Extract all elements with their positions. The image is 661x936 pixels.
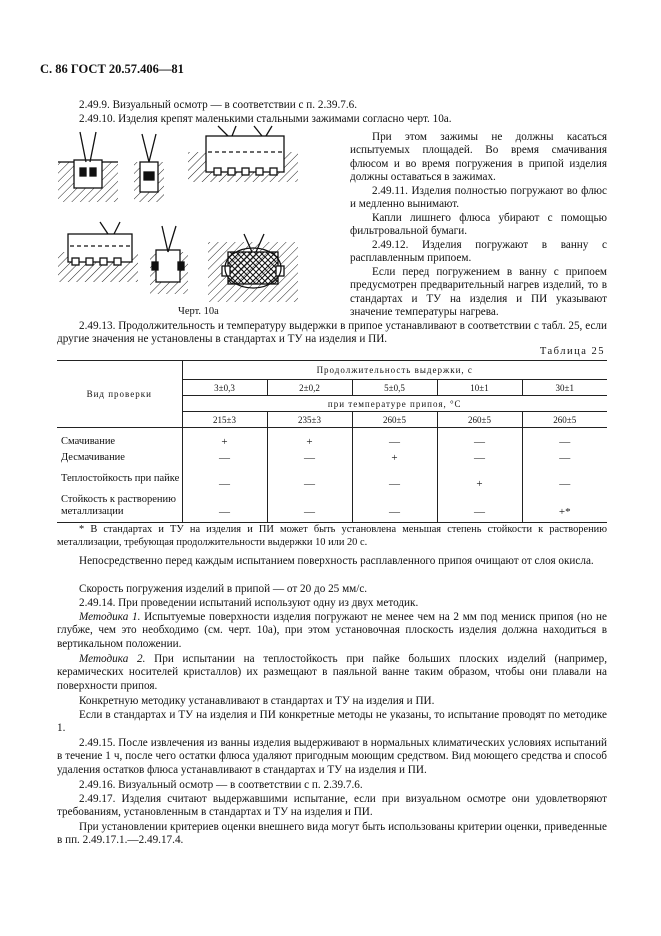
paragraph-2-49-16: 2.49.16. Визуальный осмотр — в соответствии с п. 2.39.7.6.	[79, 779, 363, 791]
table-cell: —	[267, 450, 352, 466]
clamp-drawing-6	[208, 234, 298, 302]
table-cell: —	[437, 492, 522, 522]
table-duration: 3±0,3	[182, 380, 267, 396]
paragraph-2-49-11: 2.49.11. Изделия полностью погружают во флюс и медленно вынимают.	[350, 185, 607, 211]
clamp-drawing-2	[134, 134, 164, 202]
table-cell: —	[522, 450, 607, 466]
table-duration: 10±1	[437, 380, 522, 396]
table-row	[57, 492, 607, 522]
paragraph-2-49-13: 2.49.13. Продолжительность и температуру выдержки в припое устанавливают в соответствии с табл. 25, если другие значения не установлены в стандартах и ТУ на изделия и ПИ.	[57, 320, 607, 346]
table-label: Таблица 25	[539, 346, 605, 357]
page-header: С. 86 ГОСТ 20.57.406—81	[40, 62, 184, 76]
table-cell: —	[352, 492, 437, 522]
table-cell: —	[437, 428, 522, 451]
method-1-text: Испытуемые поверхности изделия погружают не менее чем на 2 мм под мениск припоя (но не глубже, чем это необходимо (см. черт. 10а), при этом установочная плоскость изделия должна находиться в вертикальном положении.	[57, 611, 607, 650]
table-cell: —	[522, 466, 607, 492]
table-row-name: Смачивание	[61, 436, 116, 448]
table-cell: —	[267, 492, 352, 522]
method-2-text: При испытании на теплостойкость при пайке больших плоских изделий (например, керамических носителей кристаллов) их размещают в паяльной ванне таким образом, чтобы они плавали на поверхности припоя.	[57, 653, 607, 692]
method-2-label: Методика 2.	[79, 653, 146, 665]
table-cell: +*	[522, 492, 607, 522]
table-col-head: Вид проверки	[57, 361, 182, 428]
paragraph-method-1	[57, 611, 607, 651]
paragraph-immersion-speed: Скорость погружения изделий в припой — от 20 до 25 мм/с.	[79, 583, 368, 595]
paragraph-flux-drops: Капли лишнего флюса убирают с помощью фильтровальной бумаги.	[350, 212, 607, 238]
table-cell: —	[352, 428, 437, 451]
paragraph-oxide: Непосредственно перед каждым испытанием поверхность расплавленного припоя очищают от слоя окисла.	[79, 555, 594, 567]
method-1-label: Методика 1.	[79, 611, 141, 623]
table-duration: 2±0,2	[267, 380, 352, 396]
clamp-drawing-3	[188, 126, 298, 182]
clamp-drawing-1	[58, 132, 118, 202]
table-row	[57, 450, 607, 466]
table-cell: —	[267, 466, 352, 492]
table-cell: —	[182, 492, 267, 522]
table-duration: 30±1	[522, 380, 607, 396]
paragraph-2-49-10: 2.49.10. Изделия крепят маленькими стальными зажимами согласно черт. 10а.	[79, 113, 452, 125]
paragraph-2-49-15: 2.49.15. После извлечения из ванны изделия выдерживают в нормальных климатических условиях испытаний в течение 1 ч, после чего остатки флюса удаляют пригодным моющим средством. Вид моющего средства и способ удаления остатков флюса устанавливают в стандартах и ТУ на изделия и ПИ.	[57, 737, 607, 776]
table-duration-head: Продолжительность выдержки, с	[182, 361, 607, 380]
paragraph-2-49-12: 2.49.12. Изделия погружают в ванну с расплавленным припоем.	[350, 239, 607, 265]
table-temp: 235±3	[267, 412, 352, 428]
paragraph-method-2	[57, 653, 607, 693]
table-duration: 5±0,5	[352, 380, 437, 396]
table-row	[57, 466, 607, 492]
paragraph-method-choice: Конкретную методику устанавливают в стандартах и ТУ на изделия и ПИ.	[79, 695, 435, 707]
table-footnote: * В стандартах и ТУ на изделия и ПИ может быть установлена меньшая степень стойкости к растворению металлизации, требующая продолжительности выдержки 10 или 20 с.	[57, 524, 607, 548]
clamp-drawing-4	[58, 222, 138, 282]
figure-clamps-10a	[58, 122, 308, 322]
table-cell: +	[437, 466, 522, 492]
paragraph-2-49-14: 2.49.14. При проведении испытаний используют одну из двух методик.	[79, 597, 419, 609]
table-row-name: Десмачивание	[61, 452, 125, 464]
table-cell: +	[182, 428, 267, 451]
paragraph-preheat: Если перед погружением в ванну с припоем предусмотрен предварительный нагрев изделий, то в стандартах и ТУ на изделия и ПИ указывают значение температуры нагрева.	[350, 266, 607, 319]
paragraph-2-49-17: 2.49.17. Изделия считают выдержавшими испытание, если при визуальном осмотре они удовлетворяют требованиям, установленным в стандартах и ТУ на изделия и ПИ.	[57, 793, 607, 819]
table-row	[57, 428, 607, 451]
table-temp: 215±3	[182, 412, 267, 428]
table-cell: —	[182, 466, 267, 492]
table-cell: —	[182, 450, 267, 466]
figure-caption: Черт. 10а	[178, 306, 219, 317]
table-temp: 260±5	[437, 412, 522, 428]
paragraph-default-method: Если в стандартах и ТУ на изделия и ПИ конкретные методы не указаны, то испытание проводят по методике 1.	[57, 709, 607, 735]
table-temp: 260±5	[352, 412, 437, 428]
table-row-name: Теплостойкость при пайке	[61, 473, 180, 485]
table-row-name: Стойкость к растворению металлизации	[57, 492, 182, 522]
paragraph-2-49-9: 2.49.9. Визуальный осмотр — в соответствии с п. 2.39.7.6.	[79, 99, 358, 111]
table-temp-head: при температуре припоя, °С	[182, 396, 607, 412]
table-cell: +	[267, 428, 352, 451]
table-cell: +	[352, 450, 437, 466]
paragraph-criteria: При установлении критериев оценки внешнего вида могут быть использованы критерии оценки, приведенные в пп. 2.49.17.1.—2.49.17.4.	[57, 821, 607, 847]
table-cell: —	[522, 428, 607, 451]
table-cell: —	[437, 450, 522, 466]
table-cell: —	[352, 466, 437, 492]
clamp-drawing-5	[150, 226, 188, 294]
paragraph-clamps-note: При этом зажимы не должны касаться испытуемых площадей. Во время смачивания флюсом и во время погружения в припой изделия должны оставаться в зажимах.	[350, 131, 607, 184]
table-temp: 260±5	[522, 412, 607, 428]
table-25	[57, 360, 607, 523]
